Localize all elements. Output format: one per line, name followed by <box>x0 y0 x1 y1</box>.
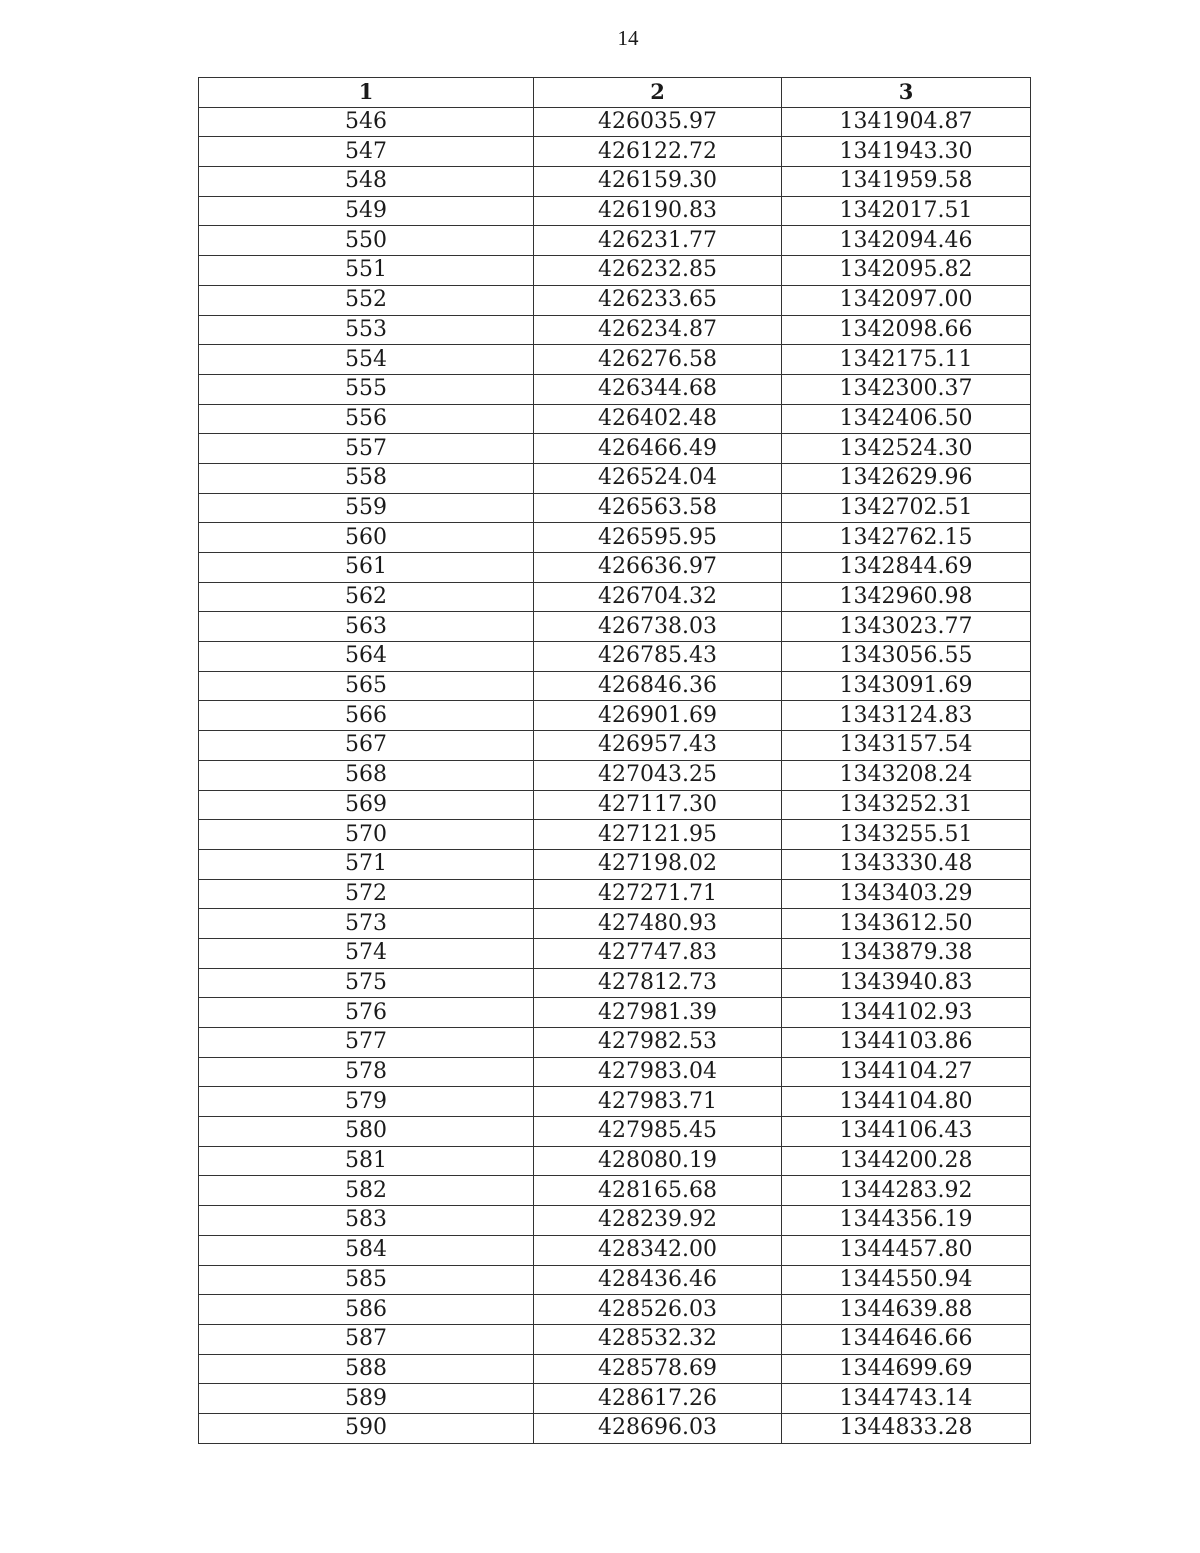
table-row <box>199 1384 1031 1414</box>
x-coordinate-cell: 426524.04 <box>534 463 782 493</box>
y-coordinate-cell: 1342175.11 <box>782 345 1031 375</box>
x-coordinate-cell: 427982.53 <box>534 1028 782 1058</box>
x-coordinate-cell: 428532.32 <box>534 1324 782 1354</box>
point-number-cell: 566 <box>199 701 534 731</box>
point-number-cell: 555 <box>199 374 534 404</box>
y-coordinate-cell: 1344106.43 <box>782 1117 1031 1147</box>
point-number-cell: 549 <box>199 196 534 226</box>
table-row <box>199 1295 1031 1325</box>
table-row <box>199 167 1031 197</box>
y-coordinate-cell: 1344457.80 <box>782 1235 1031 1265</box>
table-row <box>199 671 1031 701</box>
table-row <box>199 137 1031 167</box>
table-row <box>199 1206 1031 1236</box>
y-coordinate-cell: 1344103.86 <box>782 1028 1031 1058</box>
x-coordinate-cell: 426704.32 <box>534 582 782 612</box>
point-number-cell: 575 <box>199 968 534 998</box>
y-coordinate-cell: 1344356.19 <box>782 1206 1031 1236</box>
y-coordinate-cell: 1344200.28 <box>782 1146 1031 1176</box>
x-coordinate-cell: 428080.19 <box>534 1146 782 1176</box>
x-coordinate-cell: 427198.02 <box>534 849 782 879</box>
point-number-cell: 579 <box>199 1087 534 1117</box>
y-coordinate-cell: 1342406.50 <box>782 404 1031 434</box>
x-coordinate-cell: 426233.65 <box>534 285 782 315</box>
y-coordinate-cell: 1343208.24 <box>782 760 1031 790</box>
point-number-cell: 562 <box>199 582 534 612</box>
y-coordinate-cell: 1343252.31 <box>782 790 1031 820</box>
table-row <box>199 849 1031 879</box>
x-coordinate-cell: 428617.26 <box>534 1384 782 1414</box>
x-coordinate-cell: 427117.30 <box>534 790 782 820</box>
y-coordinate-cell: 1343157.54 <box>782 731 1031 761</box>
y-coordinate-cell: 1342960.98 <box>782 582 1031 612</box>
y-coordinate-cell: 1343124.83 <box>782 701 1031 731</box>
page-number: 14 <box>617 26 639 50</box>
y-coordinate-cell: 1343940.83 <box>782 968 1031 998</box>
x-coordinate-cell: 426276.58 <box>534 345 782 375</box>
table-row <box>199 226 1031 256</box>
x-coordinate-cell: 426231.77 <box>534 226 782 256</box>
point-number-cell: 563 <box>199 612 534 642</box>
table-row <box>199 790 1031 820</box>
table-row <box>199 701 1031 731</box>
x-coordinate-cell: 427985.45 <box>534 1117 782 1147</box>
column-header-1: 1 <box>199 78 534 108</box>
x-coordinate-cell: 426595.95 <box>534 523 782 553</box>
point-number-cell: 572 <box>199 879 534 909</box>
point-number-cell: 546 <box>199 107 534 137</box>
x-coordinate-cell: 428436.46 <box>534 1265 782 1295</box>
y-coordinate-cell: 1342524.30 <box>782 434 1031 464</box>
point-number-cell: 565 <box>199 671 534 701</box>
table-row <box>199 879 1031 909</box>
table-row <box>199 582 1031 612</box>
table-row <box>199 434 1031 464</box>
y-coordinate-cell: 1344104.27 <box>782 1057 1031 1087</box>
table-row <box>199 1413 1031 1443</box>
table-row <box>199 1057 1031 1087</box>
y-coordinate-cell: 1343403.29 <box>782 879 1031 909</box>
point-number-cell: 583 <box>199 1206 534 1236</box>
table-row <box>199 1354 1031 1384</box>
point-number-cell: 561 <box>199 553 534 583</box>
table-row <box>199 1028 1031 1058</box>
point-number-cell: 559 <box>199 493 534 523</box>
x-coordinate-cell: 426232.85 <box>534 256 782 286</box>
x-coordinate-cell: 426190.83 <box>534 196 782 226</box>
x-coordinate-cell: 427812.73 <box>534 968 782 998</box>
x-coordinate-cell: 428578.69 <box>534 1354 782 1384</box>
table-row <box>199 612 1031 642</box>
y-coordinate-cell: 1342702.51 <box>782 493 1031 523</box>
table-header-row <box>199 78 1031 108</box>
x-coordinate-cell: 427747.83 <box>534 938 782 968</box>
y-coordinate-cell: 1342095.82 <box>782 256 1031 286</box>
x-coordinate-cell: 426344.68 <box>534 374 782 404</box>
table-row <box>199 256 1031 286</box>
y-coordinate-cell: 1344699.69 <box>782 1354 1031 1384</box>
y-coordinate-cell: 1344550.94 <box>782 1265 1031 1295</box>
y-coordinate-cell: 1343879.38 <box>782 938 1031 968</box>
table-row <box>199 553 1031 583</box>
point-number-cell: 587 <box>199 1324 534 1354</box>
x-coordinate-cell: 426563.58 <box>534 493 782 523</box>
y-coordinate-cell: 1343612.50 <box>782 909 1031 939</box>
y-coordinate-cell: 1344833.28 <box>782 1413 1031 1443</box>
point-number-cell: 590 <box>199 1413 534 1443</box>
table-row <box>199 731 1031 761</box>
x-coordinate-cell: 426636.97 <box>534 553 782 583</box>
point-number-cell: 554 <box>199 345 534 375</box>
point-number-cell: 584 <box>199 1235 534 1265</box>
point-number-cell: 578 <box>199 1057 534 1087</box>
x-coordinate-cell: 427271.71 <box>534 879 782 909</box>
x-coordinate-cell: 426402.48 <box>534 404 782 434</box>
x-coordinate-cell: 426234.87 <box>534 315 782 345</box>
point-number-cell: 571 <box>199 849 534 879</box>
x-coordinate-cell: 426901.69 <box>534 701 782 731</box>
x-coordinate-cell: 426957.43 <box>534 731 782 761</box>
column-header-2: 2 <box>534 78 782 108</box>
point-number-cell: 581 <box>199 1146 534 1176</box>
x-coordinate-cell: 428239.92 <box>534 1206 782 1236</box>
table-row <box>199 909 1031 939</box>
point-number-cell: 588 <box>199 1354 534 1384</box>
point-number-cell: 552 <box>199 285 534 315</box>
point-number-cell: 576 <box>199 998 534 1028</box>
y-coordinate-cell: 1343023.77 <box>782 612 1031 642</box>
table-row <box>199 820 1031 850</box>
x-coordinate-cell: 428696.03 <box>534 1413 782 1443</box>
x-coordinate-cell: 427043.25 <box>534 760 782 790</box>
y-coordinate-cell: 1341904.87 <box>782 107 1031 137</box>
table-body <box>199 107 1031 1443</box>
x-coordinate-cell: 427480.93 <box>534 909 782 939</box>
table-row <box>199 1265 1031 1295</box>
x-coordinate-cell: 428165.68 <box>534 1176 782 1206</box>
y-coordinate-cell: 1343330.48 <box>782 849 1031 879</box>
x-coordinate-cell: 427121.95 <box>534 820 782 850</box>
x-coordinate-cell: 426159.30 <box>534 167 782 197</box>
table-row <box>199 1146 1031 1176</box>
point-number-cell: 577 <box>199 1028 534 1058</box>
point-number-cell: 567 <box>199 731 534 761</box>
x-coordinate-cell: 426738.03 <box>534 612 782 642</box>
y-coordinate-cell: 1343091.69 <box>782 671 1031 701</box>
point-number-cell: 580 <box>199 1117 534 1147</box>
point-number-cell: 569 <box>199 790 534 820</box>
table-row <box>199 938 1031 968</box>
table-row <box>199 1117 1031 1147</box>
point-number-cell: 551 <box>199 256 534 286</box>
y-coordinate-cell: 1342097.00 <box>782 285 1031 315</box>
y-coordinate-cell: 1344639.88 <box>782 1295 1031 1325</box>
table-row <box>199 285 1031 315</box>
point-number-cell: 585 <box>199 1265 534 1295</box>
y-coordinate-cell: 1344283.92 <box>782 1176 1031 1206</box>
x-coordinate-cell: 428526.03 <box>534 1295 782 1325</box>
point-number-cell: 586 <box>199 1295 534 1325</box>
point-number-cell: 558 <box>199 463 534 493</box>
y-coordinate-cell: 1344646.66 <box>782 1324 1031 1354</box>
y-coordinate-cell: 1344102.93 <box>782 998 1031 1028</box>
point-number-cell: 574 <box>199 938 534 968</box>
table-row <box>199 642 1031 672</box>
table-row <box>199 196 1031 226</box>
table-row <box>199 968 1031 998</box>
point-number-cell: 560 <box>199 523 534 553</box>
x-coordinate-cell: 427981.39 <box>534 998 782 1028</box>
x-coordinate-cell: 426466.49 <box>534 434 782 464</box>
table-row <box>199 1176 1031 1206</box>
y-coordinate-cell: 1344104.80 <box>782 1087 1031 1117</box>
y-coordinate-cell: 1342300.37 <box>782 374 1031 404</box>
x-coordinate-cell: 428342.00 <box>534 1235 782 1265</box>
table-row <box>199 1087 1031 1117</box>
x-coordinate-cell: 426846.36 <box>534 671 782 701</box>
point-number-cell: 548 <box>199 167 534 197</box>
coordinates-table <box>198 77 1031 1444</box>
point-number-cell: 547 <box>199 137 534 167</box>
y-coordinate-cell: 1342762.15 <box>782 523 1031 553</box>
x-coordinate-cell: 426122.72 <box>534 137 782 167</box>
y-coordinate-cell: 1342098.66 <box>782 315 1031 345</box>
point-number-cell: 553 <box>199 315 534 345</box>
y-coordinate-cell: 1342094.46 <box>782 226 1031 256</box>
point-number-cell: 556 <box>199 404 534 434</box>
point-number-cell: 557 <box>199 434 534 464</box>
table-row <box>199 1324 1031 1354</box>
y-coordinate-cell: 1343255.51 <box>782 820 1031 850</box>
x-coordinate-cell: 427983.04 <box>534 1057 782 1087</box>
table-row <box>199 998 1031 1028</box>
table-row <box>199 404 1031 434</box>
x-coordinate-cell: 426035.97 <box>534 107 782 137</box>
table-row <box>199 760 1031 790</box>
y-coordinate-cell: 1343056.55 <box>782 642 1031 672</box>
y-coordinate-cell: 1341959.58 <box>782 167 1031 197</box>
point-number-cell: 550 <box>199 226 534 256</box>
point-number-cell: 573 <box>199 909 534 939</box>
y-coordinate-cell: 1344743.14 <box>782 1384 1031 1414</box>
x-coordinate-cell: 426785.43 <box>534 642 782 672</box>
point-number-cell: 582 <box>199 1176 534 1206</box>
table-row <box>199 107 1031 137</box>
table-row <box>199 1235 1031 1265</box>
y-coordinate-cell: 1342629.96 <box>782 463 1031 493</box>
table-row <box>199 345 1031 375</box>
x-coordinate-cell: 427983.71 <box>534 1087 782 1117</box>
y-coordinate-cell: 1342844.69 <box>782 553 1031 583</box>
point-number-cell: 568 <box>199 760 534 790</box>
point-number-cell: 570 <box>199 820 534 850</box>
point-number-cell: 564 <box>199 642 534 672</box>
column-header-3: 3 <box>782 78 1031 108</box>
table-row <box>199 463 1031 493</box>
y-coordinate-cell: 1342017.51 <box>782 196 1031 226</box>
y-coordinate-cell: 1341943.30 <box>782 137 1031 167</box>
table-row <box>199 523 1031 553</box>
table-row <box>199 493 1031 523</box>
point-number-cell: 589 <box>199 1384 534 1414</box>
table-row <box>199 315 1031 345</box>
table-row <box>199 374 1031 404</box>
